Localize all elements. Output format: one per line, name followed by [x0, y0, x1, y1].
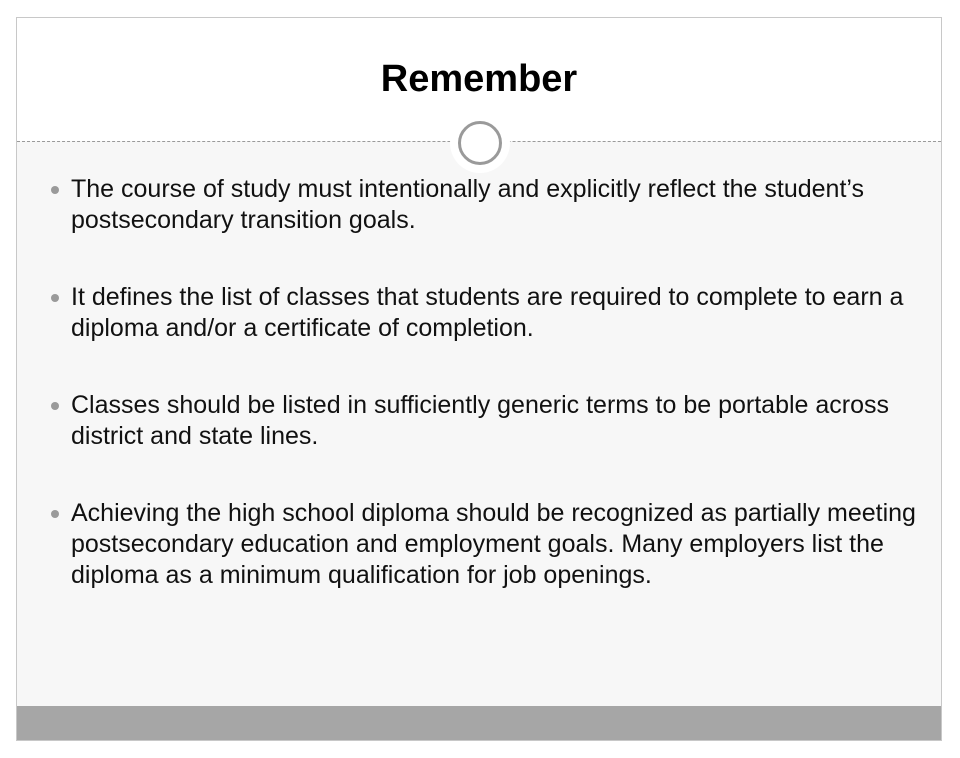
bullet-dot-icon — [51, 186, 59, 194]
slide — [16, 17, 942, 741]
bullet-dot-icon — [51, 510, 59, 518]
bullet-text: The course of study must intentionally and explicitly reflect the student’s postsecondary transition goals. — [71, 175, 865, 234]
bullet-list — [51, 174, 921, 637]
bullet-dot-icon — [51, 294, 59, 302]
bullet-item — [51, 174, 921, 236]
bullet-text: It defines the list of classes that students are required to complete to earn a diploma and/or a certificate of completion. — [71, 283, 904, 342]
bullet-dot-icon — [51, 402, 59, 410]
bullet-item — [51, 282, 921, 344]
slide-title: Remember — [380, 58, 578, 100]
footer-bar — [17, 706, 941, 740]
bullet-item — [51, 498, 921, 591]
circle-ring-icon — [450, 113, 510, 173]
bullet-text: Achieving the high school diploma should be recognized as partially meeting postsecondary education and employment goals. Many employers list the diploma as a minimum qualification for job openings. — [71, 499, 916, 589]
circle-ring-inner — [458, 121, 502, 165]
bullet-item — [51, 390, 921, 452]
bullet-text: Classes should be listed in sufficiently generic terms to be portable across district and state lines. — [71, 391, 890, 450]
